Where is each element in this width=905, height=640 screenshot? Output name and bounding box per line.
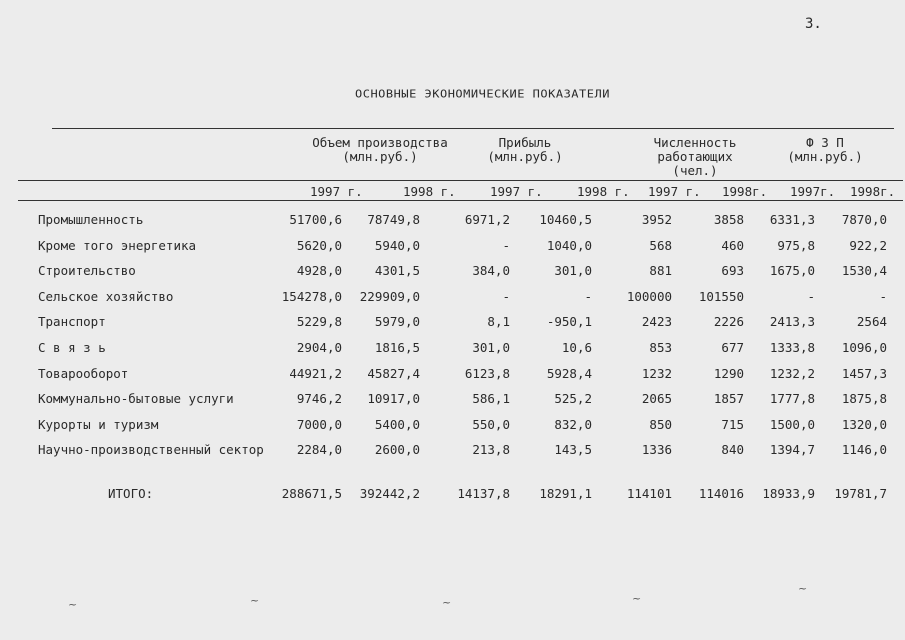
- table-cell: 586,1: [472, 391, 510, 407]
- table-cell: 1777,8: [769, 391, 815, 407]
- table-cell: 1232,2: [769, 365, 815, 381]
- table-cell: 10,6: [561, 340, 592, 355]
- table-cell: 6971,2: [464, 212, 510, 227]
- table-cell: 5400,0: [374, 416, 420, 432]
- row-label: Товарооборот: [38, 365, 129, 381]
- table-cell: 832,0: [554, 416, 592, 432]
- table-cell: 677: [721, 340, 744, 355]
- table-cell: 7000,0: [296, 416, 342, 432]
- year-8: 1998г.: [850, 184, 896, 199]
- row-label: Транспорт: [38, 314, 106, 330]
- subheader-rule: [18, 200, 903, 201]
- year-1: 1997 г.: [310, 184, 363, 199]
- table-cell: 5620,0: [296, 237, 342, 253]
- table-cell: -: [502, 237, 510, 253]
- table-cell: 1457,3: [841, 365, 887, 381]
- table-cell: 384,0: [472, 263, 510, 279]
- table-cell: -: [502, 288, 510, 304]
- table-cell: 14137,8: [457, 486, 510, 501]
- year-7: 1997г.: [790, 184, 836, 199]
- header-fzp: Ф З П (млн.руб.): [787, 135, 863, 164]
- table-cell: 1500,0: [769, 416, 815, 432]
- table-cell: 1675,0: [769, 263, 815, 279]
- table-cell: -: [584, 288, 592, 304]
- handwritten-mark: ~: [68, 598, 78, 611]
- table-cell: 922,2: [849, 237, 887, 253]
- row-label: Коммунально-бытовые услуги: [38, 391, 234, 407]
- table-cell: 2284,0: [296, 442, 342, 458]
- year-3: 1997 г.: [490, 184, 543, 199]
- table-cell: 229909,0: [359, 288, 420, 304]
- table-cell: 2065: [641, 391, 672, 407]
- table-cell: 392442,2: [359, 486, 420, 501]
- table-cell: 44921,2: [289, 365, 342, 381]
- table-cell: -950,1: [546, 314, 592, 330]
- table-cell: 1232: [641, 365, 672, 381]
- table-cell: 525,2: [554, 391, 592, 407]
- table-cell: 19781,7: [834, 486, 887, 501]
- table-cell: 114016: [698, 486, 744, 501]
- table-cell: 2600,0: [374, 442, 420, 458]
- document-title: ОСНОВНЫЕ ЭКОНОМИЧЕСКИЕ ПОКАЗАТЕЛИ: [355, 88, 610, 100]
- table-cell: 715: [721, 416, 744, 432]
- table-cell: 78749,8: [367, 212, 420, 227]
- handwritten-mark: ~: [798, 582, 808, 595]
- table-cell: 143,5: [554, 442, 592, 458]
- table-cell: 568: [649, 237, 672, 253]
- table-cell: 101550: [698, 288, 744, 304]
- table-cell: 850: [649, 416, 672, 432]
- year-2: 1998 г.: [403, 184, 456, 199]
- year-6: 1998г.: [722, 184, 768, 199]
- table-cell: 114101: [626, 486, 672, 501]
- row-label: С в я з ь: [38, 340, 106, 355]
- table-cell: 550,0: [472, 416, 510, 432]
- table-cell: 5229,8: [296, 314, 342, 330]
- table-cell: 8,1: [487, 314, 510, 330]
- page-number: 3.: [805, 16, 822, 32]
- row-label: Кроме того энергетика: [38, 237, 197, 253]
- row-label: Сельское хозяйство: [38, 288, 174, 304]
- table-cell: 1857: [713, 391, 744, 407]
- table-cell: 2413,3: [769, 314, 815, 330]
- table-cell: 4301,5: [374, 263, 420, 279]
- table-cell: 100000: [626, 288, 672, 304]
- header-employees: Численность работающих (чел.): [653, 135, 737, 178]
- table-cell: 975,8: [777, 237, 815, 253]
- table-cell: 1320,0: [841, 416, 887, 432]
- table-cell: 2226: [713, 314, 744, 330]
- row-label: Промышленность: [38, 212, 144, 227]
- table-cell: -: [879, 288, 887, 304]
- table-cell: 45827,4: [367, 365, 420, 381]
- year-5: 1997 г.: [648, 184, 701, 199]
- table-cell: 301,0: [472, 340, 510, 355]
- table-cell: 853: [649, 340, 672, 355]
- table-cell: 6331,3: [769, 212, 815, 227]
- table-cell: -: [807, 288, 815, 304]
- table-cell: 288671,5: [281, 486, 342, 501]
- table-cell: 840: [721, 442, 744, 458]
- table-cell: 3858: [713, 212, 744, 227]
- table-cell: 301,0: [554, 263, 592, 279]
- table-cell: 1040,0: [546, 237, 592, 253]
- table-cell: 5940,0: [374, 237, 420, 253]
- table-cell: 154278,0: [281, 288, 342, 304]
- table-cell: 5928,4: [546, 365, 592, 381]
- row-label: Научно-производственный сектор: [38, 442, 264, 458]
- table-cell: 5979,0: [374, 314, 420, 330]
- header-volume: Объем производства (млн.руб.): [312, 135, 448, 164]
- row-label: Строительство: [38, 263, 136, 279]
- table-cell: 10917,0: [367, 391, 420, 407]
- header-rule: [18, 180, 903, 181]
- top-rule: [52, 128, 894, 129]
- table-cell: 7870,0: [841, 212, 887, 227]
- table-cell: 3952: [641, 212, 672, 227]
- handwritten-mark: ~: [250, 594, 260, 607]
- table-cell: 460: [721, 237, 744, 253]
- table-cell: 6123,8: [464, 365, 510, 381]
- table-cell: 213,8: [472, 442, 510, 458]
- table-cell: 1290: [713, 365, 744, 381]
- table-cell: 1875,8: [841, 391, 887, 407]
- table-cell: 693: [721, 263, 744, 279]
- header-profit: Прибыль (млн.руб.): [487, 135, 563, 164]
- table-cell: 51700,6: [289, 212, 342, 227]
- table-cell: 881: [649, 263, 672, 279]
- table-cell: 1816,5: [374, 340, 420, 355]
- row-label: ИТОГО:: [108, 486, 154, 501]
- table-cell: 1394,7: [769, 442, 815, 458]
- table-cell: 1146,0: [841, 442, 887, 458]
- table-cell: 10460,5: [539, 212, 592, 227]
- table-cell: 1096,0: [841, 340, 887, 355]
- table-cell: 18291,1: [539, 486, 592, 501]
- year-4: 1998 г.: [577, 184, 630, 199]
- table-cell: 18933,9: [762, 486, 815, 501]
- row-label: Курорты и туризм: [38, 416, 159, 432]
- table-cell: 1336: [641, 442, 672, 458]
- table-cell: 4928,0: [296, 263, 342, 279]
- table-cell: 2904,0: [296, 340, 342, 355]
- table-cell: 9746,2: [296, 391, 342, 407]
- table-cell: 2564: [856, 314, 887, 330]
- table-cell: 1333,8: [769, 340, 815, 355]
- handwritten-mark: ~: [442, 596, 452, 609]
- table-cell: 1530,4: [841, 263, 887, 279]
- handwritten-mark: ~: [632, 592, 642, 605]
- table-cell: 2423: [641, 314, 672, 330]
